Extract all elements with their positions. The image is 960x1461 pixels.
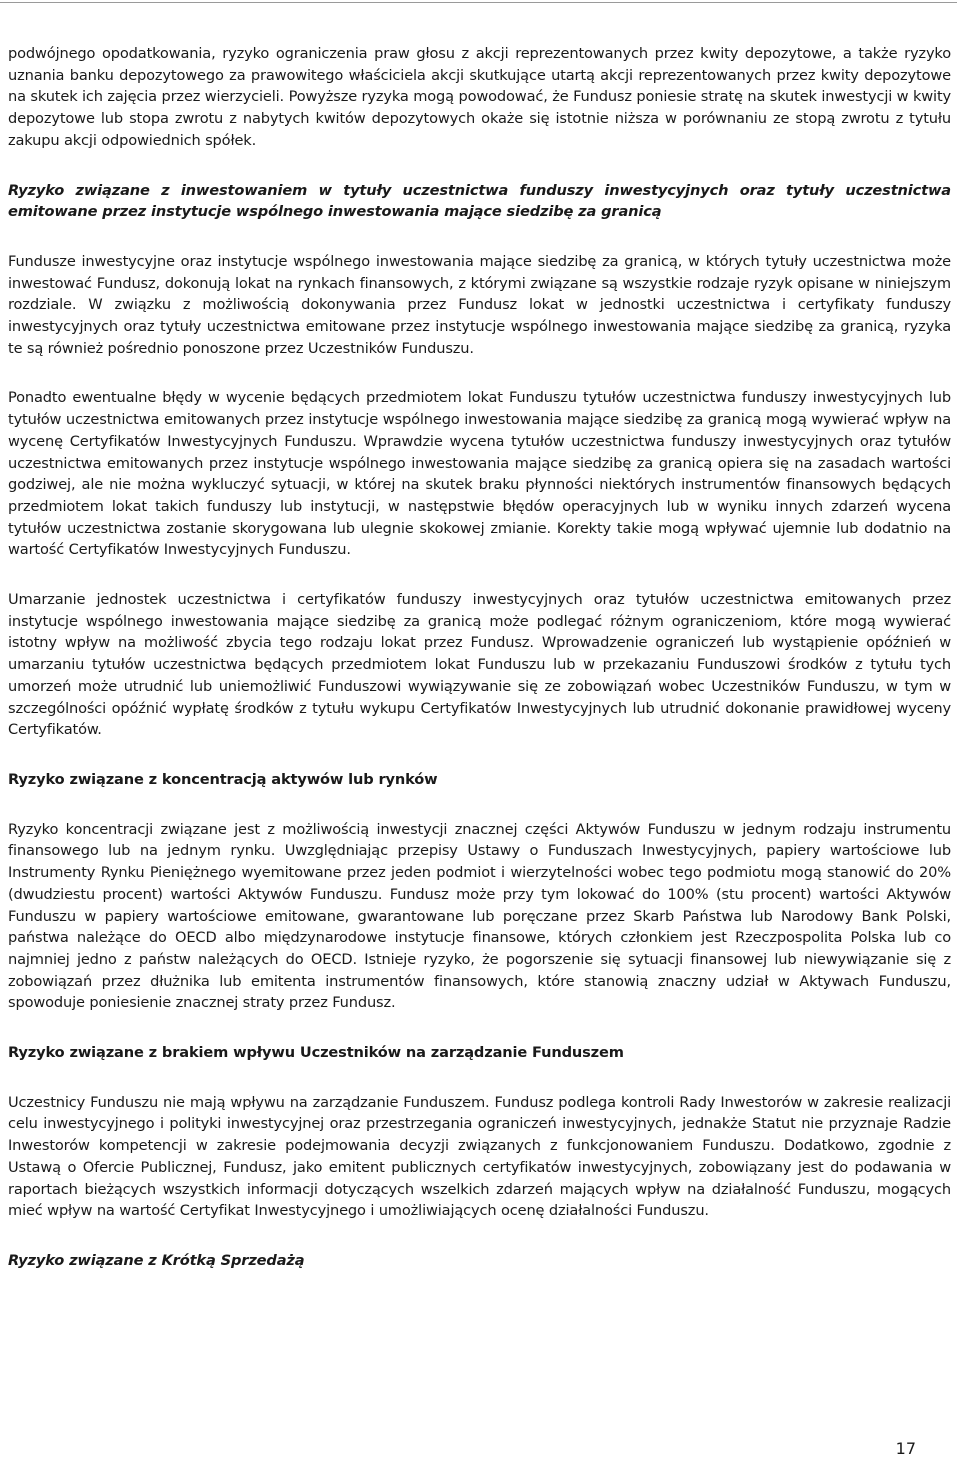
heading-concentration-risk: Ryzyko związane z koncentracją aktywów lub rynków	[8, 770, 438, 788]
heading-no-influence-risk: Ryzyko związane z brakiem wpływu Uczestników na zarządzanie Funduszem	[8, 1044, 624, 1062]
paragraph-valuation-errors: Ponadto ewentualne błędy w wycenie będących przedmiotem lokat Funduszu tytułów uczestnictwa funduszy inwestycyjnych lub tytułów uczestnictwa emitowanych przez instytucje wspólnego inwestowania mające siedzibę za granicą mogą wywierać wpływ na wycenę Certyfikatów Inwestycyjnych Funduszu. Wprawdzie wycena tytułów uczestnictwa funduszy inwestycyjnych oraz tytułów uczestnictwa emitowanych przez instytucje wspólnego inwestowania mające siedzibę za granicą opiera się na zasadach wartości godziwej, ale nie można wykluczyć sytuacji, w której na skutek braku płynności niektórych instrumentów finansowych będących przedmiotem lokat takich funduszy lub instytucji, w następstwie błędów operacyjnych lub w wyniku innych zdarzeń wycena tytułów uczestnictwa zostanie skorygowana lub ulegnie skokowej zmianie. Korekty takie mogą wpływać ujemnie lub dodatnio na wartość Certyfikatów Inwestycyjnych Funduszu.	[8, 389, 951, 559]
paragraph-depositary-receipts-part2: Powyższe ryzyka mogą powodować, że Fundusz poniesie stratę na skutek inwestycji w kwity depozytowe lub stopa zwrotu z nabytych kwitów depozytowych okaże się istotnie niższa w porównaniu ze stopą zwrotu z tytułu zakupu akcji odpowiednich spółek.	[8, 88, 951, 149]
paragraph-depositary-receipts-part1: podwójnego opodatkowania, ryzyko ograniczenia praw głosu z akcji reprezentowanych przez kwity depozytowe, a także ryzyko uznania banku depozytowego za prawowitego właściciela akcji skutkujące utartą akcji reprezentowanych przez kwity depozytowe na skutek ich zajęcia przez wierzycieli.	[8, 45, 951, 106]
heading-investment-fund-units-risk: Ryzyko związane z inwestowaniem w tytuły uczestnictwa funduszy inwestycyjnych oraz tytuły uczestnictwa emitowane przez instytucje wspólnego inwestowania mające siedzibę za granicą	[8, 181, 951, 221]
paragraph-depositary-receipts	[8, 43, 951, 152]
paragraph-foreign-funds: Fundusze inwestycyjne oraz instytucje wspólnego inwestowania mające siedzibę za granicą, w których tytuły uczestnictwa może inwestować Fundusz, dokonują lokat na rynkach finansowych, z którymi związane są wszystkie rodzaje ryzyk opisane w niniejszym rozdziale. W związku z możliwością dokonywania przez Fundusz lokat w jednostki uczestnictwa i certyfikaty funduszy inwestycyjnych oraz tytuły uczestnictwa emitowane przez instytucje wspólnego inwestowania mające siedzibę za granicą, ryzyka te są również pośrednio ponoszone przez Uczestników Funduszu.	[8, 252, 951, 357]
paragraph-concentration-risk: Ryzyko koncentracji związane jest z możliwością inwestycji znacznej części Aktywów Funduszu w jednym rodzaju instrumentu finansowego lub na jednym rynku. Uwzględniając przepisy Ustawy o Funduszach Inwestycyjnych, papiery wartościowe lub Instrumenty Rynku Pieniężnego wyemitowane przez jeden podmiot i wierzytelności wobec tego podmiotu mogą stanowić do 20% (dwudziestu procent) wartości Aktywów Funduszu. Fundusz może przy tym lokować do 100% (stu procent) wartości Aktywów Funduszu w papiery wartościowe emitowane, gwarantowane lub poręczane przez Skarb Państwa lub Narodowy Bank Polski, państwa należące do OECD albo międzynarodowe instytucje finansowe, których członkiem jest Rzeczpospolita Polska lub co najmniej jedno z państw należących do OECD. Istnieje ryzyko, że pogorszenie się sytuacji finansowej lub niewywiązanie się z zobowiązań przez dłużnika lub emitenta instrumentów finansowych, które stanowią znaczny udział w Aktywach Funduszu, spowoduje poniesienie znacznej straty przez Fundusz.	[8, 820, 951, 1012]
page-number: 17	[895, 1439, 916, 1458]
top-rule	[0, 2, 957, 3]
paragraph-no-influence-risk: Uczestnicy Funduszu nie mają wpływu na zarządzanie Funduszem. Fundusz podlega kontroli Rady Inwestorów w zakresie realizacji celu inwestycyjnego i polityki inwestycyjnej oraz przestrzegania ograniczeń inwestycyjnych, jednakże Statut nie przyznaje Radzie Inwestorów kompetencji w zakresie podejmowania decyzji związanych z funkcjonowaniem Funduszu. Dodatkowo, zgodnie z Ustawą o Ofercie Publicznej, Fundusz, jako emitent publicznych certyfikatów inwestycyjnych, zobowiązany jest do podawania w raportach bieżących wszystkich informacji dotyczących wszelkich zdarzeń mających wpływ na działalność Funduszu, mogących mieć wpływ na wartość Certyfikat Inwestycyjnego i umożliwiających ocenę działalności Funduszu.	[8, 1093, 951, 1220]
paragraph-redemption-limits: Umarzanie jednostek uczestnictwa i certyfikatów funduszy inwestycyjnych oraz tytułów uczestnictwa emitowanych przez instytucje wspólnego inwestowania mające siedzibę za granicą może podlegać różnym ograniczeniom, które mogą wywierać istotny wpływ na możliwość zbycia tego rodzaju lokat przez Fundusz. Wprowadzenie ograniczeń lub wystąpienie opóźnień w umarzaniu tytułów uczestnictwa będących przedmiotem lokat Funduszu lub w przekazaniu Funduszowi środków z tytułu tych umorzeń może utrudnić lub uniemożliwić Funduszowi wywiązywanie się ze zobowiązań wobec Uczestników Funduszu, w tym w szczególności opóźnić wypłatę środków z tytułu wykupu Certyfikatów Inwestycyjnych lub utrudnić dokonanie prawidłowej wyceny Certyfikatów.	[8, 591, 951, 739]
heading-short-selling-risk: Ryzyko związane z Krótką Sprzedażą	[8, 1251, 305, 1269]
document-body	[8, 43, 951, 1272]
